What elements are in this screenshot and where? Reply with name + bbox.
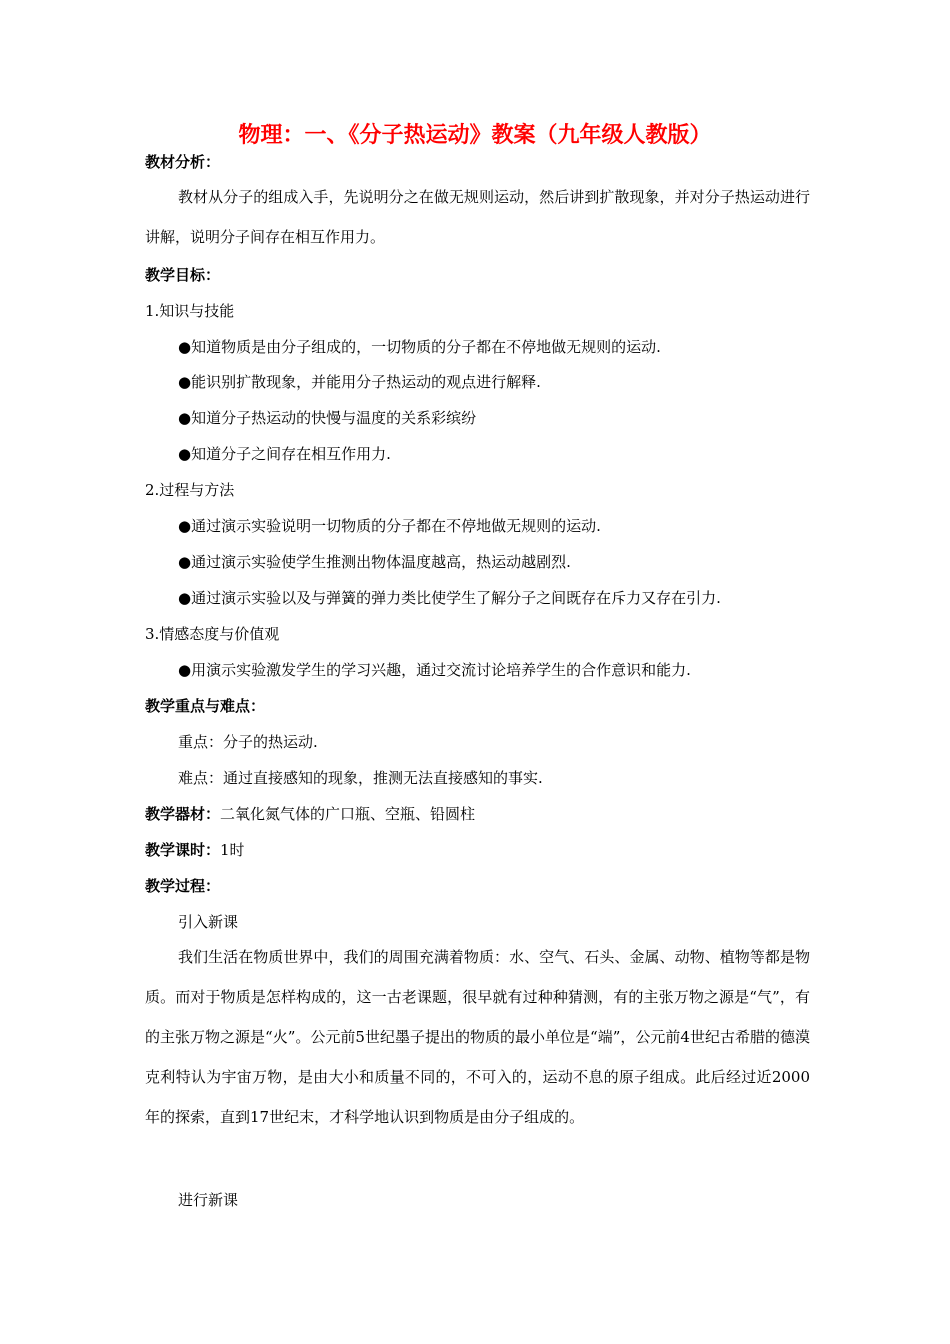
hours-label: 教学课时： bbox=[145, 841, 221, 859]
intro-text: 我们生活在物质世界中，我们的周围充满着物质：水、空气、石头、金属、动物、植物等都是物质。而对于物质是怎样构成的，这一古老课题，很早就有过种种猜测，有的主张万物之源是“气”，有的主张万物之源是“火”。公元前5世纪墨子提出的物质的最小单位是“端”，公元前4世纪古希腊的德漠克利特认为宇宙万物，是由大小和质量不同的，不可入的，运动不息的原子组成。此后经过近2000年的探索，直到17世纪末，才科学地认识到物质是由分子组成的。 bbox=[145, 948, 810, 1126]
objective-section-label: 2.过程与方法 bbox=[145, 481, 235, 499]
hours-value: 1时 bbox=[220, 841, 245, 859]
difficulty-text: 难点：通过直接感知的现象，推测无法直接感知的事实. bbox=[178, 769, 543, 787]
material-analysis-text: 教材从分子的组成入手，先说明分之在做无规则运动，然后讲到扩散现象，并对分子热运动进行讲解，说明分子间存在相互作用力。 bbox=[145, 188, 810, 246]
equipment-label: 教学器材： bbox=[145, 805, 221, 823]
document-title: 物理：一、《分子热运动》教案（九年级人教版） bbox=[238, 123, 712, 148]
objective-item: ●通过演示实验以及与弹簧的弹力类比使学生了解分子之间既存在斥力又存在引力. bbox=[178, 589, 721, 607]
equipment-line bbox=[145, 803, 810, 825]
objective-item: ●知道分子之间存在相互作用力. bbox=[178, 445, 391, 463]
objective-section-label: 1.知识与技能 bbox=[145, 302, 235, 320]
objective-item: ●知道分子热运动的快慢与温度的关系彩缤纷 bbox=[178, 409, 477, 427]
objective-item: ●知道物质是由分子组成的，一切物质的分子都在不停地做无规则的运动. bbox=[178, 338, 661, 356]
objective-item: ●用演示实验激发学生的学习兴趣，通过交流讨论培养学生的合作意识和能力. bbox=[178, 661, 691, 679]
equipment-value: 二氧化氮气体的广口瓶、空瓶、铅圆柱 bbox=[220, 805, 476, 823]
key-points-heading: 教学重点与难点： bbox=[145, 697, 266, 715]
objective-section-label: 3.情感态度与价值观 bbox=[145, 625, 280, 643]
hours-line bbox=[145, 839, 810, 861]
material-analysis-heading: 教材分析： bbox=[145, 153, 221, 171]
process-heading: 教学过程： bbox=[145, 877, 221, 895]
intro-heading: 引入新课 bbox=[178, 913, 239, 931]
objective-item: ●通过演示实验使学生推测出物体温度越高，热运动越剧烈. bbox=[178, 553, 571, 571]
objectives-heading: 教学目标： bbox=[145, 266, 221, 284]
key-point-text: 重点：分子的热运动. bbox=[178, 733, 318, 751]
new-lesson-heading: 进行新课 bbox=[178, 1191, 239, 1209]
objective-item: ●能识别扩散现象，并能用分子热运动的观点进行解释. bbox=[178, 373, 541, 391]
objective-item: ●通过演示实验说明一切物质的分子都在不停地做无规则的运动. bbox=[178, 517, 601, 535]
